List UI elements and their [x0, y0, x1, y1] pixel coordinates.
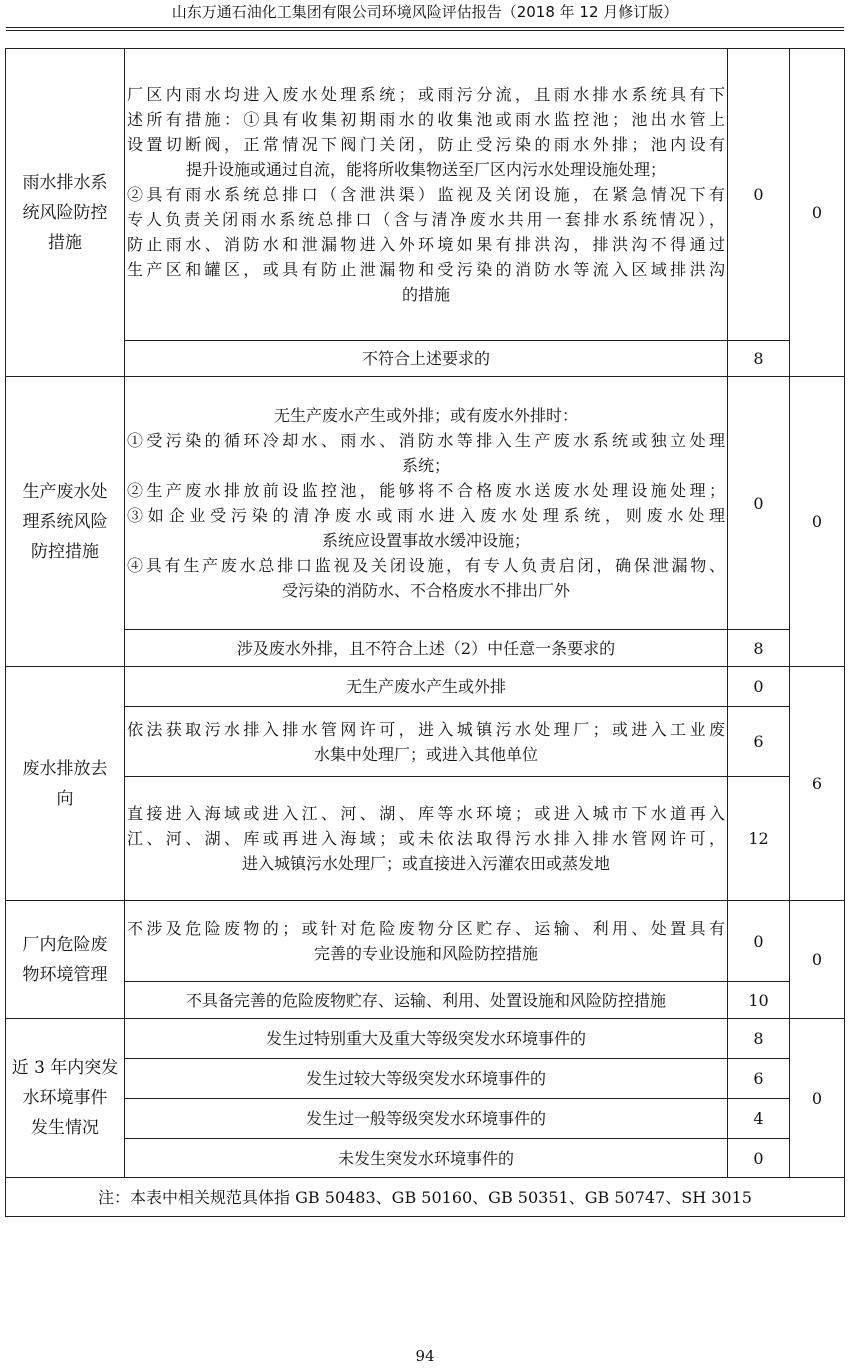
category-line: 统风险防控: [22, 202, 108, 223]
table-row: [6, 1019, 845, 1059]
score-cell: 8: [728, 341, 790, 377]
table-row: [6, 901, 845, 982]
table-row: [6, 707, 845, 777]
table-row: [6, 982, 845, 1019]
criteria-line: 述所有措施：①具有收集初期雨水的收集池或雨水监控池；池出水管上: [127, 110, 725, 129]
score-cell: 4: [728, 1099, 790, 1139]
criteria-line: 直接进入海域或进入江、河、湖、库等水环境；或进入城市下水道再入: [127, 804, 725, 823]
table-row: [6, 667, 845, 707]
criteria-line: ④具有生产废水总排口监视及关闭设施，有专人负责启闭，确保泄漏物、: [127, 556, 725, 575]
criteria-text: 发生过特别重大及重大等级突发水环境事件的: [125, 1019, 728, 1059]
criteria-line: 江、河、湖、库或再进入海域；或未依法取得污水排入排水管网许可，: [127, 829, 725, 848]
category-line: 理系统风险: [22, 511, 108, 532]
criteria-text: [125, 901, 728, 982]
total-score-cell: 0: [790, 901, 845, 1019]
criteria-line: 依法获取污水排入排水管网许可，进入城镇污水处理厂；或进入工业废: [127, 719, 725, 739]
criteria-line: 水集中处理厂；或进入其他单位: [313, 744, 538, 764]
table-row: [6, 1099, 845, 1139]
criteria-line: ②生产废水排放前设监控池，能够将不合格废水送废水处理设施处理；: [127, 481, 725, 500]
score-cell: 0: [728, 377, 790, 630]
table-row: [6, 1178, 845, 1217]
table-row: [6, 630, 845, 667]
table-row: [6, 1139, 845, 1178]
criteria-line: ②具有雨水系统总排口（含泄洪渠）监视及关闭设施，在紧急情况下有: [127, 185, 725, 204]
criteria-line: 专人负责关闭雨水系统总排口（含与清净废水共用一套排水系统情况），: [127, 210, 725, 229]
score-cell: 0: [728, 901, 790, 982]
category-wastewater-system: [6, 377, 125, 667]
risk-assessment-table: [5, 48, 845, 1217]
table-note: 注：本表中相关规范具体指 GB 50483、GB 50160、GB 50351、GB 50747、SH 3015: [6, 1178, 845, 1217]
score-cell: 0: [728, 667, 790, 707]
criteria-text: [125, 777, 728, 901]
criteria-text: [125, 377, 728, 630]
total-score-cell: 0: [790, 377, 845, 667]
criteria-text: 涉及废水外排，且不符合上述（2）中任意一条要求的: [125, 630, 728, 667]
criteria-text: 发生过较大等级突发水环境事件的: [125, 1059, 728, 1099]
score-cell: 12: [728, 777, 790, 901]
category-line: 向: [56, 788, 74, 809]
category-line: 雨水排水系: [22, 172, 108, 193]
criteria-text: [125, 49, 728, 341]
category-line: 近 3 年内突发: [11, 1058, 119, 1078]
score-cell: 10: [728, 982, 790, 1019]
page-header: 山东万通石油化工集团有限公司环境风险评估报告（2018 年 12 月修订版）: [171, 3, 679, 21]
criteria-text: 不具备完善的危险废物贮存、运输、利用、处置设施和风险防控措施: [125, 982, 728, 1019]
criteria-line: 系统应设置事故水缓冲设施；: [321, 531, 530, 550]
criteria-line: 提升设施或通过自流，能将所收集物送至厂区内污水处理设施处理；: [185, 160, 666, 179]
criteria-text: [125, 707, 728, 777]
table-row: [6, 1059, 845, 1099]
criteria-line: 进入城镇污水处理厂；或直接进入污灌农田或蒸发地: [241, 854, 610, 873]
criteria-line: 设置切断阀，正常情况下阀门关闭，防止受污染的雨水外排；池内设有: [127, 135, 725, 154]
header-rule: [6, 27, 844, 28]
score-cell: 8: [728, 630, 790, 667]
criteria-text: 不符合上述要求的: [125, 341, 728, 377]
header-rule-secondary: [6, 30, 844, 31]
criteria-text: 未发生突发水环境事件的: [125, 1139, 728, 1178]
criteria-line: 完善的专业设施和风险防控措施: [313, 944, 538, 963]
score-cell: 8: [728, 1019, 790, 1059]
category-incidents: [6, 1019, 125, 1178]
table-row: [6, 377, 845, 630]
category-line: 发生情况: [31, 1118, 99, 1138]
page-number: 94: [415, 1347, 435, 1365]
category-line: 防控措施: [31, 541, 99, 562]
criteria-line: 无生产废水产生或外排；或有废水外排时：: [273, 406, 578, 425]
category-line: 厂内危险废: [22, 934, 108, 955]
category-line: 物环境管理: [22, 964, 108, 985]
table-row: [6, 341, 845, 377]
category-line: 措施: [48, 232, 82, 253]
category-line: 生产废水处: [22, 481, 108, 502]
score-cell: 6: [728, 1059, 790, 1099]
category-line: 水环境事件: [22, 1088, 108, 1108]
total-score-cell: 0: [790, 1019, 845, 1178]
criteria-line: 的措施: [401, 285, 450, 304]
category-hazardous-waste: [6, 901, 125, 1019]
criteria-text: 发生过一般等级突发水环境事件的: [125, 1099, 728, 1139]
criteria-line: 受污染的消防水、不合格废水不排出厂外: [281, 581, 570, 600]
criteria-line: 防止雨水、消防水和泄漏物进入外环境如果有排洪沟，排洪沟不得通过: [127, 235, 725, 254]
total-score-cell: 0: [790, 49, 845, 377]
score-cell: 0: [728, 49, 790, 341]
criteria-line: 厂区内雨水均进入废水处理系统；或雨污分流，且雨水排水系统具有下: [127, 85, 725, 104]
score-cell: 6: [728, 707, 790, 777]
criteria-line: 生产区和罐区，或具有防止泄漏物和受污染的消防水等流入区域排洪沟: [127, 260, 725, 279]
total-score-cell: 6: [790, 667, 845, 901]
category-rainwater: [6, 49, 125, 377]
table-row: [6, 777, 845, 901]
criteria-line: ①受污染的循环冷却水、雨水、消防水等排入生产废水系统或独立处理: [127, 431, 725, 450]
table-row: [6, 49, 845, 341]
criteria-line: ③如企业受污染的清净废水或雨水进入废水处理系统，则废水处理: [127, 506, 725, 525]
criteria-text: 无生产废水产生或外排: [125, 667, 728, 707]
category-line: 废水排放去: [22, 758, 108, 779]
category-discharge: [6, 667, 125, 901]
criteria-line: 不涉及危险废物的；或针对危险废物分区贮存、运输、利用、处置具有: [127, 919, 725, 938]
criteria-line: 系统；: [401, 456, 450, 475]
score-cell: 0: [728, 1139, 790, 1178]
